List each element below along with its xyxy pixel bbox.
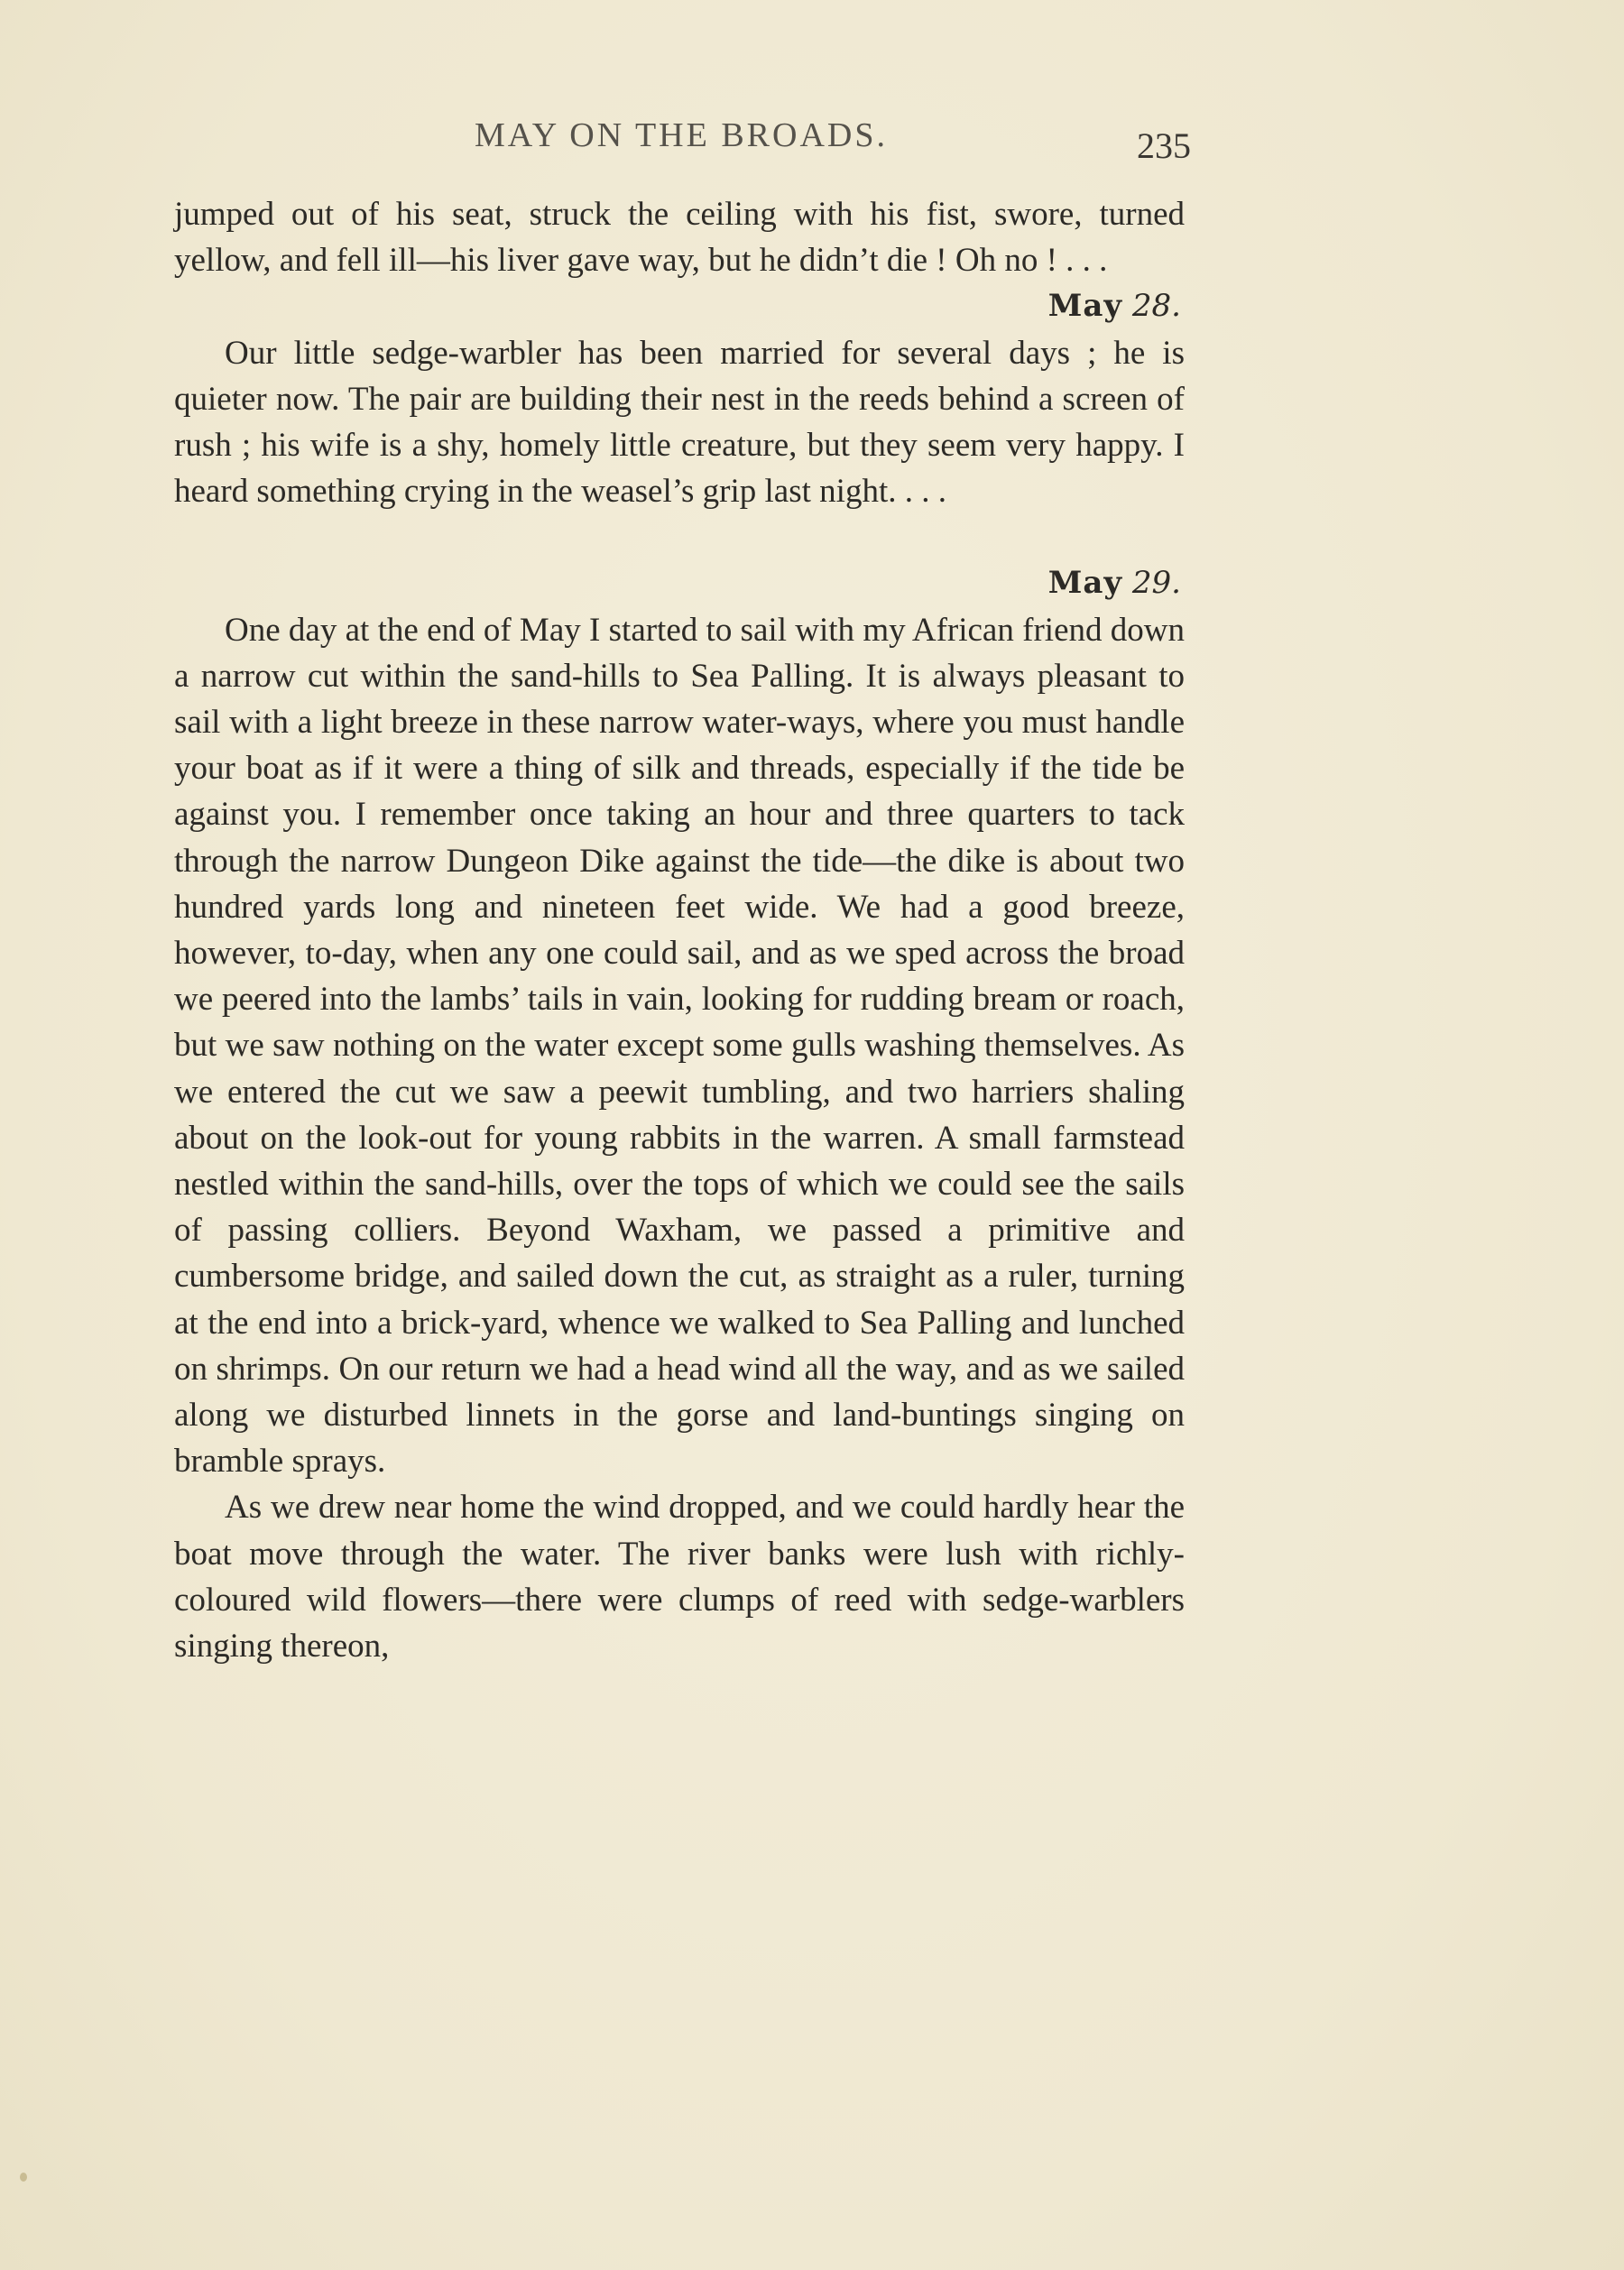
running-head: MAY ON THE BROADS. bbox=[475, 116, 888, 154]
page-number: 235 bbox=[1137, 125, 1191, 166]
paper-speck bbox=[20, 2173, 27, 2182]
may-29-paragraph-2: As we drew near home the wind dropped, and we could hardly hear the boat move through the water. The river banks were lush with richly-coloured wild flowers—there were clumps of reed with sedge-warblers singing thereon, bbox=[174, 1489, 1185, 1666]
dateline-month: May bbox=[1047, 565, 1123, 602]
dateline-day: 28. bbox=[1131, 288, 1181, 325]
dateline-may-28 bbox=[174, 283, 1185, 329]
dateline-may-29 bbox=[174, 560, 1185, 606]
dateline-month: May bbox=[1047, 288, 1123, 325]
text-block bbox=[174, 191, 1185, 1669]
continuation-paragraph: jumped out of his seat, struck the ceiling with his fist, swore, turned yellow, and fell ill—his liver gave way, but he didn’t die ! Oh no ! . . . bbox=[174, 196, 1185, 280]
may-28-paragraph: Our little sedge-warbler has been married for several days ; he is quieter now. The pair are building their nest in the reeds behind a screen of rush ; his wife is a shy, homely little creature, but they seem very happy. I heard something crying in the weasel’s grip last night. . . . bbox=[174, 334, 1185, 511]
dateline-day: 29. bbox=[1131, 565, 1181, 602]
may-29-paragraph-1: One day at the end of May I started to sail with my African friend down a narrow cut within the sand-hills to Sea Palling. It is always pleasant to sail with a light breeze in these narrow water-ways, where you must handle your boat as if it were a thing of silk and threads, especially if the tide be against you. I remember once taking an hour and three quarters to tack through the narrow Dungeon Dike against the tide—the dike is about two hundred yards long and nineteen feet wide. We had a good breeze, however, to-day, when any one could sail, and as we sped across the broad we peered into the lambs’ tails in vain, looking for rudding bream or roach, but we saw nothing on the water except some gulls washing themselves. As we entered the cut we saw a peewit tumbling, and two harriers shaling about on the look-out for young rabbits in the warren. A small farmstead nestled within the sand-hills, over the tops of which we could see the sails of passing colliers. Beyond Waxham, we passed a primitive and cumbersome bridge, and sailed down the cut, as straight as a ruler, turning at the end into a brick-yard, whence we walked to Sea Palling and lunched on shrimps. On our return we had a head wind all the way, and as we sailed along we disturbed linnets in the gorse and land-buntings singing on bramble sprays. bbox=[174, 611, 1185, 1481]
